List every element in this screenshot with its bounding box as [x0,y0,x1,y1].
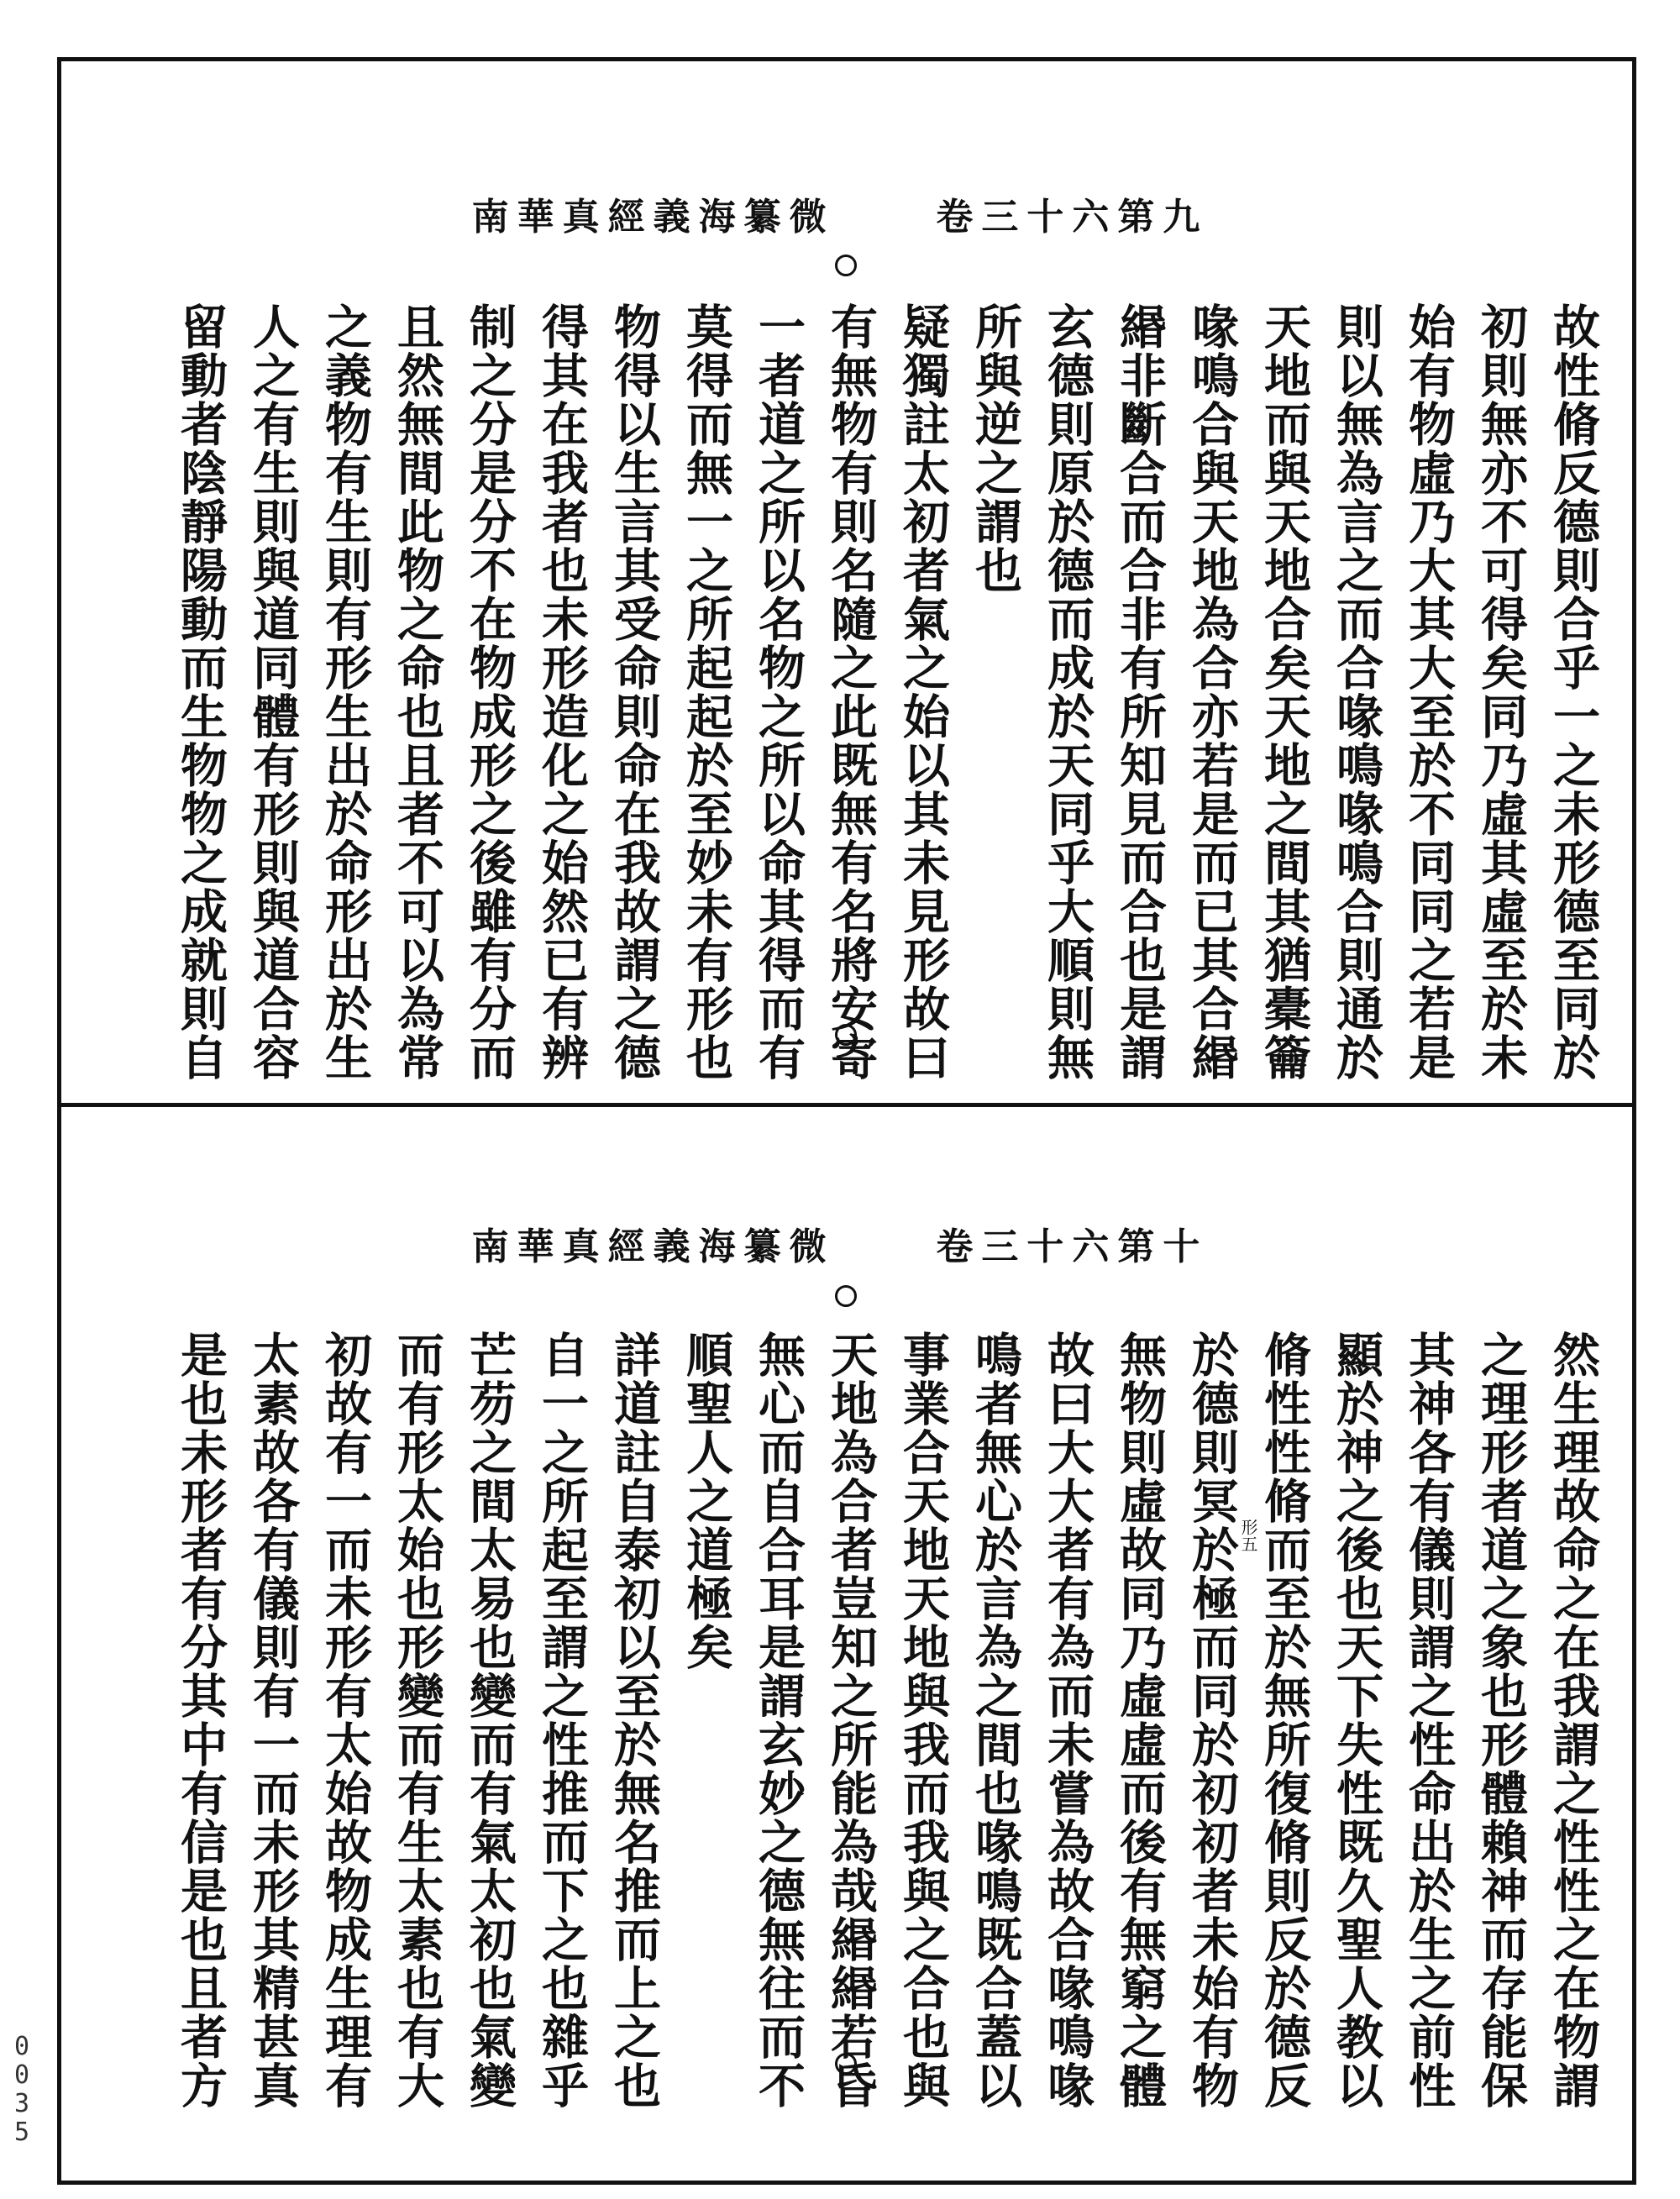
text-column: 之理形者道之象也形體賴神而存能保 [1473,1330,1529,2110]
text-column: 則以無為言之而合喙鳴喙鳴合則通於 [1329,302,1384,1082]
top-header-title: 南華真經義海纂微 [471,196,835,239]
text-column: 制之分是分不在物成形之後雖有分而 [462,302,517,1082]
top-header-volume: 卷三十六第九 [936,196,1209,239]
page-number-digit: 5 [13,2118,30,2147]
text-column: 而有形太始也形變而有生太素也有大 [390,1330,445,2110]
text-column: 詳道註自泰初以至於無名推而上之也 [606,1330,662,2110]
text-column: 天地而與天地合矣天地之間其猶橐籥 [1257,302,1312,1082]
top-circle-marker [835,255,857,276]
text-column: 自一之所起至謂之性推而下之也雜乎 [534,1330,590,2110]
text-column: 喙鳴合與天地為合亦若是而已其合緡 [1184,302,1240,1082]
text-column: 緡非斷合而合非有所知見而合也是謂 [1112,302,1168,1082]
bottom-circle-marker [835,1285,857,1307]
top-text-block [92,302,1609,1142]
text-column: 於德則冥於極而同於初初者未始有物 [1184,1330,1240,2110]
text-column: 初故有一而未形有太始故物成生理有 [318,1330,373,2110]
text-column: 太素故各有儀則有一而未形其精甚真 [245,1330,301,2110]
text-column: 初則無亦不可得矣同乃虛其虛至於未 [1473,302,1529,1082]
text-column: 鳴者無心於言為之間也喙鳴既合蓋以 [968,1330,1023,2110]
text-column: 且然無間此物之命也且者不可以為常 [390,302,445,1082]
text-column: 莫得而無一之所起起於至妙未有形也 [679,302,734,1082]
text-column: 顯於神之後也天下失性既久聖人教以 [1329,1330,1384,2110]
bottom-text-block [92,1330,1609,2170]
text-column: 其神各有儀則謂之性命出於生之前性 [1401,1330,1457,2110]
text-column: 始有物虛乃大其大至於不同同之若是 [1401,302,1457,1082]
text-column: 之義物有生則有形生出於命形出於生 [318,302,373,1082]
text-column: 是也未形者有分其中有信是也且者方 [173,1330,228,2110]
text-column: 留動者陰靜陽動而生物物之成就則自 [173,302,228,1082]
page-number [12,2033,32,2147]
bottom-running-header [0,1216,1680,1270]
marginal-note: 形五 [1238,1519,1258,1552]
bottom-header-title: 南華真經義海纂微 [471,1225,835,1268]
text-column: 天地為合者豈知之所能為哉緡緡若昏 [823,1330,879,2110]
text-column: 得其在我者也未形造化之始然已有辨 [534,302,590,1082]
text-column: 故曰大大者有為而未嘗為故合喙鳴喙 [1040,1330,1095,2110]
text-column: 物得以生言其受命則命在我故謂之德 [606,302,662,1082]
text-column: 然生理故命之在我謂之性性之在物謂 [1546,1330,1601,2110]
bottom-header-volume: 卷三十六第十 [936,1225,1209,1268]
page-number-digit: 0 [13,2032,30,2061]
text-column: 芒芴之間太易也變而有氣太初也氣變 [462,1330,517,2110]
text-column: 疑獨註太初者氣之始以其未見形故曰 [895,302,951,1082]
text-column: 所與逆之謂也 [968,302,1023,595]
text-column: 人之有生則與道同體有形則與道合容 [245,302,301,1082]
top-running-header [0,186,1680,240]
page-number-digit: 0 [13,2060,30,2090]
page-number-digit: 3 [13,2089,30,2118]
text-column: 脩性性脩而至於無所復脩則反於德反 [1257,1330,1312,2110]
text-column: 順聖人之道極矣 [679,1330,734,1672]
text-column: 有無物有則名隨之此既無有名將安寄 [823,302,879,1082]
text-column: 無心而自合耳是謂玄妙之德無往而不 [751,1330,806,2110]
text-column: 無物則虛故同乃虛虛而後有無窮之體 [1112,1330,1168,2110]
text-column: 玄德則原於德而成於天同乎大順則無 [1040,302,1095,1082]
text-column: 故性脩反德則合乎一之未形德至同於 [1546,302,1601,1082]
text-column: 一者道之所以名物之所以命其得而有 [751,302,806,1082]
text-column: 事業合天地天地與我而我與之合也與 [895,1330,951,2110]
